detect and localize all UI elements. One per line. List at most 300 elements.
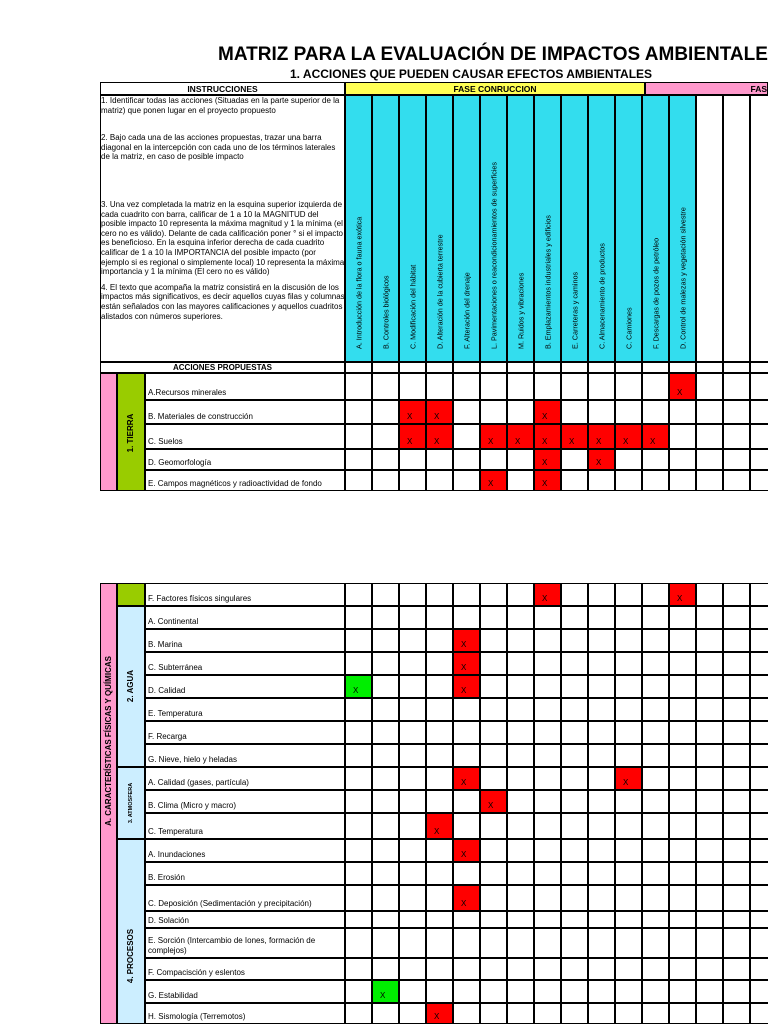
impact-cell[interactable] (480, 928, 507, 958)
impact-cell[interactable] (750, 721, 768, 744)
impact-cell[interactable] (372, 958, 399, 980)
impact-cell[interactable] (723, 373, 750, 400)
impact-cell[interactable] (561, 744, 588, 767)
impact-cell[interactable] (372, 767, 399, 790)
impact-cell[interactable] (345, 813, 372, 839)
impact-cell[interactable] (345, 928, 372, 958)
impact-cell[interactable] (669, 885, 696, 911)
impact-cell[interactable] (642, 583, 669, 606)
impact-cell[interactable] (723, 583, 750, 606)
impact-cell[interactable] (588, 373, 615, 400)
impact-cell[interactable] (534, 629, 561, 652)
impact-cell[interactable] (696, 629, 723, 652)
impact-cell[interactable] (372, 839, 399, 862)
impact-cell[interactable] (399, 744, 426, 767)
impact-cell[interactable] (372, 470, 399, 491)
impact-cell[interactable] (642, 698, 669, 721)
impact-cell[interactable] (345, 911, 372, 928)
impact-cell[interactable] (345, 958, 372, 980)
impact-cell[interactable] (561, 470, 588, 491)
impact-cell[interactable] (615, 862, 642, 885)
impact-cell[interactable] (372, 911, 399, 928)
impact-cell[interactable] (561, 721, 588, 744)
impact-cell[interactable] (345, 839, 372, 862)
impact-cell[interactable] (561, 767, 588, 790)
impact-cell[interactable] (372, 885, 399, 911)
impact-cell[interactable] (615, 583, 642, 606)
impact-cell[interactable] (345, 698, 372, 721)
impact-cell[interactable] (426, 470, 453, 491)
impact-cell[interactable] (588, 721, 615, 744)
impact-cell[interactable] (507, 449, 534, 470)
impact-cell[interactable] (696, 470, 723, 491)
impact-cell[interactable] (534, 862, 561, 885)
impact-cell[interactable] (426, 885, 453, 911)
impact-cell[interactable] (561, 958, 588, 980)
impact-cell[interactable] (696, 862, 723, 885)
impact-cell[interactable] (399, 449, 426, 470)
impact-cell[interactable] (480, 813, 507, 839)
impact-cell[interactable] (480, 583, 507, 606)
impact-cell[interactable] (696, 928, 723, 958)
impact-cell[interactable] (696, 885, 723, 911)
impact-cell[interactable] (750, 698, 768, 721)
impact-cell[interactable] (561, 675, 588, 698)
impact-cell[interactable] (453, 400, 480, 424)
impact-cell[interactable] (615, 652, 642, 675)
impact-cell-marked[interactable] (426, 400, 453, 424)
impact-cell-marked[interactable] (480, 424, 507, 449)
impact-cell[interactable] (507, 629, 534, 652)
impact-cell[interactable] (561, 698, 588, 721)
impact-cell[interactable] (372, 629, 399, 652)
impact-cell[interactable] (534, 958, 561, 980)
impact-cell[interactable] (507, 744, 534, 767)
impact-cell[interactable] (615, 790, 642, 813)
impact-cell[interactable] (372, 721, 399, 744)
impact-cell-marked[interactable] (534, 470, 561, 491)
impact-cell[interactable] (480, 744, 507, 767)
impact-cell[interactable] (507, 470, 534, 491)
impact-cell[interactable] (399, 373, 426, 400)
impact-cell[interactable] (399, 911, 426, 928)
impact-cell[interactable] (372, 744, 399, 767)
impact-cell-marked[interactable] (399, 424, 426, 449)
impact-cell[interactable] (723, 606, 750, 629)
impact-cell[interactable] (345, 862, 372, 885)
impact-cell[interactable] (750, 958, 768, 980)
impact-cell[interactable] (426, 911, 453, 928)
impact-cell[interactable] (750, 885, 768, 911)
impact-cell[interactable] (534, 1003, 561, 1024)
impact-cell[interactable] (561, 652, 588, 675)
impact-cell[interactable] (588, 839, 615, 862)
impact-cell[interactable] (696, 839, 723, 862)
impact-cell[interactable] (345, 583, 372, 606)
impact-cell-marked[interactable] (534, 583, 561, 606)
impact-cell[interactable] (507, 767, 534, 790)
impact-cell[interactable] (399, 675, 426, 698)
impact-cell[interactable] (480, 721, 507, 744)
impact-cell[interactable] (507, 911, 534, 928)
impact-cell[interactable] (399, 470, 426, 491)
impact-cell[interactable] (750, 424, 768, 449)
impact-cell[interactable] (723, 424, 750, 449)
impact-cell[interactable] (480, 400, 507, 424)
impact-cell[interactable] (723, 744, 750, 767)
impact-cell[interactable] (426, 373, 453, 400)
impact-cell[interactable] (723, 839, 750, 862)
impact-cell[interactable] (372, 400, 399, 424)
impact-cell[interactable] (669, 790, 696, 813)
impact-cell-marked[interactable] (426, 424, 453, 449)
impact-cell[interactable] (345, 721, 372, 744)
impact-cell[interactable] (588, 675, 615, 698)
impact-cell[interactable] (669, 744, 696, 767)
impact-cell[interactable] (696, 583, 723, 606)
impact-cell[interactable] (372, 606, 399, 629)
impact-cell[interactable] (696, 721, 723, 744)
impact-cell-marked[interactable] (534, 449, 561, 470)
impact-cell[interactable] (534, 885, 561, 911)
impact-cell[interactable] (723, 1003, 750, 1024)
impact-cell[interactable] (696, 911, 723, 928)
impact-cell-marked[interactable] (615, 424, 642, 449)
impact-cell[interactable] (399, 606, 426, 629)
impact-cell[interactable] (750, 767, 768, 790)
impact-cell[interactable] (696, 449, 723, 470)
impact-cell[interactable] (480, 629, 507, 652)
impact-cell[interactable] (696, 958, 723, 980)
impact-cell[interactable] (750, 606, 768, 629)
impact-cell[interactable] (399, 767, 426, 790)
impact-cell[interactable] (399, 652, 426, 675)
impact-cell[interactable] (696, 652, 723, 675)
impact-cell[interactable] (723, 911, 750, 928)
impact-cell[interactable] (399, 629, 426, 652)
impact-cell[interactable] (372, 928, 399, 958)
impact-cell[interactable] (507, 400, 534, 424)
impact-cell[interactable] (642, 470, 669, 491)
impact-cell-marked[interactable] (426, 1003, 453, 1024)
impact-cell[interactable] (615, 980, 642, 1003)
impact-cell[interactable] (669, 606, 696, 629)
impact-cell[interactable] (426, 839, 453, 862)
impact-cell[interactable] (480, 767, 507, 790)
impact-cell[interactable] (534, 606, 561, 629)
impact-cell[interactable] (507, 652, 534, 675)
impact-cell[interactable] (750, 470, 768, 491)
impact-cell[interactable] (372, 862, 399, 885)
impact-cell[interactable] (669, 652, 696, 675)
impact-cell[interactable] (426, 790, 453, 813)
impact-cell[interactable] (453, 583, 480, 606)
impact-cell[interactable] (669, 958, 696, 980)
impact-cell[interactable] (453, 813, 480, 839)
impact-cell[interactable] (642, 928, 669, 958)
impact-cell[interactable] (669, 980, 696, 1003)
impact-cell-marked[interactable] (615, 767, 642, 790)
impact-cell[interactable] (345, 400, 372, 424)
impact-cell[interactable] (696, 767, 723, 790)
impact-cell[interactable] (696, 424, 723, 449)
impact-cell[interactable] (642, 721, 669, 744)
impact-cell[interactable] (561, 813, 588, 839)
impact-cell-marked[interactable] (480, 790, 507, 813)
impact-cell[interactable] (345, 1003, 372, 1024)
impact-cell[interactable] (642, 606, 669, 629)
impact-cell[interactable] (426, 767, 453, 790)
impact-cell[interactable] (642, 675, 669, 698)
impact-cell[interactable] (399, 790, 426, 813)
impact-cell[interactable] (723, 885, 750, 911)
impact-cell[interactable] (642, 449, 669, 470)
impact-cell[interactable] (723, 767, 750, 790)
impact-cell[interactable] (561, 885, 588, 911)
impact-cell[interactable] (534, 928, 561, 958)
impact-cell[interactable] (588, 1003, 615, 1024)
impact-cell-marked[interactable] (534, 424, 561, 449)
impact-cell[interactable] (507, 1003, 534, 1024)
impact-cell[interactable] (372, 652, 399, 675)
impact-cell-beneficial[interactable] (372, 980, 399, 1003)
impact-cell[interactable] (696, 400, 723, 424)
impact-cell[interactable] (426, 928, 453, 958)
impact-cell[interactable] (615, 449, 642, 470)
impact-cell[interactable] (750, 675, 768, 698)
impact-cell[interactable] (615, 839, 642, 862)
impact-cell[interactable] (669, 470, 696, 491)
impact-cell[interactable] (534, 721, 561, 744)
impact-cell[interactable] (426, 583, 453, 606)
impact-cell[interactable] (615, 928, 642, 958)
impact-cell[interactable] (399, 862, 426, 885)
impact-cell[interactable] (453, 790, 480, 813)
impact-cell[interactable] (453, 928, 480, 958)
impact-cell[interactable] (642, 813, 669, 839)
impact-cell[interactable] (723, 958, 750, 980)
impact-cell[interactable] (480, 885, 507, 911)
impact-cell-marked[interactable] (399, 400, 426, 424)
impact-cell-marked[interactable] (588, 449, 615, 470)
impact-cell[interactable] (615, 470, 642, 491)
impact-cell[interactable] (426, 958, 453, 980)
impact-cell[interactable] (750, 744, 768, 767)
impact-cell-marked[interactable] (588, 424, 615, 449)
impact-cell[interactable] (507, 790, 534, 813)
impact-cell[interactable] (615, 911, 642, 928)
impact-cell[interactable] (723, 675, 750, 698)
impact-cell[interactable] (642, 400, 669, 424)
impact-cell[interactable] (588, 980, 615, 1003)
impact-cell[interactable] (507, 958, 534, 980)
impact-cell[interactable] (399, 839, 426, 862)
impact-cell[interactable] (372, 675, 399, 698)
impact-cell[interactable] (561, 928, 588, 958)
impact-cell[interactable] (507, 721, 534, 744)
impact-cell[interactable] (750, 629, 768, 652)
impact-cell[interactable] (615, 698, 642, 721)
impact-cell[interactable] (588, 698, 615, 721)
impact-cell[interactable] (750, 862, 768, 885)
impact-cell[interactable] (399, 958, 426, 980)
impact-cell[interactable] (561, 790, 588, 813)
impact-cell[interactable] (588, 606, 615, 629)
impact-cell[interactable] (480, 958, 507, 980)
impact-cell[interactable] (615, 958, 642, 980)
impact-cell[interactable] (345, 790, 372, 813)
impact-cell[interactable] (588, 885, 615, 911)
impact-cell[interactable] (534, 675, 561, 698)
impact-cell[interactable] (534, 813, 561, 839)
impact-cell[interactable] (507, 839, 534, 862)
impact-cell[interactable] (453, 606, 480, 629)
impact-cell[interactable] (507, 583, 534, 606)
impact-cell[interactable] (669, 698, 696, 721)
impact-cell-marked[interactable] (480, 470, 507, 491)
impact-cell[interactable] (480, 698, 507, 721)
impact-cell[interactable] (669, 424, 696, 449)
impact-cell[interactable] (399, 813, 426, 839)
impact-cell[interactable] (723, 400, 750, 424)
impact-cell[interactable] (669, 862, 696, 885)
impact-cell[interactable] (453, 744, 480, 767)
impact-cell-marked[interactable] (507, 424, 534, 449)
impact-cell[interactable] (372, 813, 399, 839)
impact-cell[interactable] (750, 911, 768, 928)
impact-cell[interactable] (588, 400, 615, 424)
impact-cell[interactable] (696, 675, 723, 698)
impact-cell-beneficial[interactable] (345, 675, 372, 698)
impact-cell[interactable] (507, 675, 534, 698)
impact-cell[interactable] (426, 980, 453, 1003)
impact-cell[interactable] (480, 449, 507, 470)
impact-cell-marked[interactable] (453, 675, 480, 698)
impact-cell[interactable] (345, 373, 372, 400)
impact-cell[interactable] (750, 652, 768, 675)
impact-cell[interactable] (588, 813, 615, 839)
impact-cell[interactable] (615, 885, 642, 911)
impact-cell[interactable] (507, 813, 534, 839)
impact-cell[interactable] (534, 980, 561, 1003)
impact-cell-marked[interactable] (453, 652, 480, 675)
impact-cell[interactable] (507, 885, 534, 911)
impact-cell-marked[interactable] (669, 583, 696, 606)
impact-cell[interactable] (588, 470, 615, 491)
impact-cell[interactable] (750, 1003, 768, 1024)
impact-cell[interactable] (534, 698, 561, 721)
impact-cell[interactable] (426, 449, 453, 470)
impact-cell[interactable] (642, 980, 669, 1003)
impact-cell[interactable] (561, 373, 588, 400)
impact-cell[interactable] (750, 813, 768, 839)
impact-cell[interactable] (642, 790, 669, 813)
impact-cell[interactable] (750, 449, 768, 470)
impact-cell[interactable] (696, 744, 723, 767)
impact-cell[interactable] (345, 744, 372, 767)
impact-cell[interactable] (615, 675, 642, 698)
impact-cell[interactable] (480, 373, 507, 400)
impact-cell[interactable] (534, 373, 561, 400)
impact-cell[interactable] (642, 652, 669, 675)
impact-cell[interactable] (723, 698, 750, 721)
impact-cell[interactable] (561, 606, 588, 629)
impact-cell[interactable] (642, 839, 669, 862)
impact-cell[interactable] (507, 698, 534, 721)
impact-cell[interactable] (453, 373, 480, 400)
impact-cell[interactable] (561, 629, 588, 652)
impact-cell[interactable] (615, 744, 642, 767)
impact-cell[interactable] (426, 629, 453, 652)
impact-cell[interactable] (561, 980, 588, 1003)
impact-cell[interactable] (696, 698, 723, 721)
impact-cell[interactable] (345, 652, 372, 675)
impact-cell[interactable] (696, 980, 723, 1003)
impact-cell[interactable] (696, 606, 723, 629)
impact-cell-marked[interactable] (453, 629, 480, 652)
impact-cell-marked[interactable] (534, 400, 561, 424)
impact-cell[interactable] (642, 958, 669, 980)
impact-cell[interactable] (399, 885, 426, 911)
impact-cell[interactable] (399, 928, 426, 958)
impact-cell[interactable] (561, 400, 588, 424)
impact-cell[interactable] (588, 790, 615, 813)
impact-cell[interactable] (534, 790, 561, 813)
impact-cell[interactable] (453, 449, 480, 470)
impact-cell[interactable] (750, 839, 768, 862)
impact-cell[interactable] (615, 721, 642, 744)
impact-cell[interactable] (615, 606, 642, 629)
impact-cell[interactable] (534, 839, 561, 862)
impact-cell[interactable] (750, 373, 768, 400)
impact-cell[interactable] (723, 928, 750, 958)
impact-cell[interactable] (588, 911, 615, 928)
impact-cell[interactable] (696, 373, 723, 400)
impact-cell-marked[interactable] (426, 813, 453, 839)
impact-cell-marked[interactable] (561, 424, 588, 449)
impact-cell[interactable] (453, 911, 480, 928)
impact-cell[interactable] (480, 606, 507, 629)
impact-cell[interactable] (372, 698, 399, 721)
impact-cell[interactable] (669, 675, 696, 698)
impact-cell[interactable] (723, 470, 750, 491)
impact-cell[interactable] (561, 583, 588, 606)
impact-cell[interactable] (723, 862, 750, 885)
impact-cell[interactable] (588, 958, 615, 980)
impact-cell[interactable] (669, 449, 696, 470)
impact-cell[interactable] (750, 400, 768, 424)
impact-cell[interactable] (345, 424, 372, 449)
impact-cell[interactable] (615, 1003, 642, 1024)
impact-cell[interactable] (669, 629, 696, 652)
impact-cell[interactable] (426, 862, 453, 885)
impact-cell[interactable] (480, 652, 507, 675)
impact-cell[interactable] (588, 767, 615, 790)
impact-cell[interactable] (723, 721, 750, 744)
impact-cell[interactable] (750, 928, 768, 958)
impact-cell[interactable] (669, 767, 696, 790)
impact-cell[interactable] (750, 980, 768, 1003)
impact-cell[interactable] (723, 652, 750, 675)
impact-cell[interactable] (588, 744, 615, 767)
impact-cell[interactable] (507, 980, 534, 1003)
impact-cell[interactable] (642, 911, 669, 928)
impact-cell[interactable] (669, 928, 696, 958)
impact-cell[interactable] (588, 928, 615, 958)
impact-cell[interactable] (534, 652, 561, 675)
impact-cell[interactable] (399, 583, 426, 606)
impact-cell[interactable] (372, 583, 399, 606)
